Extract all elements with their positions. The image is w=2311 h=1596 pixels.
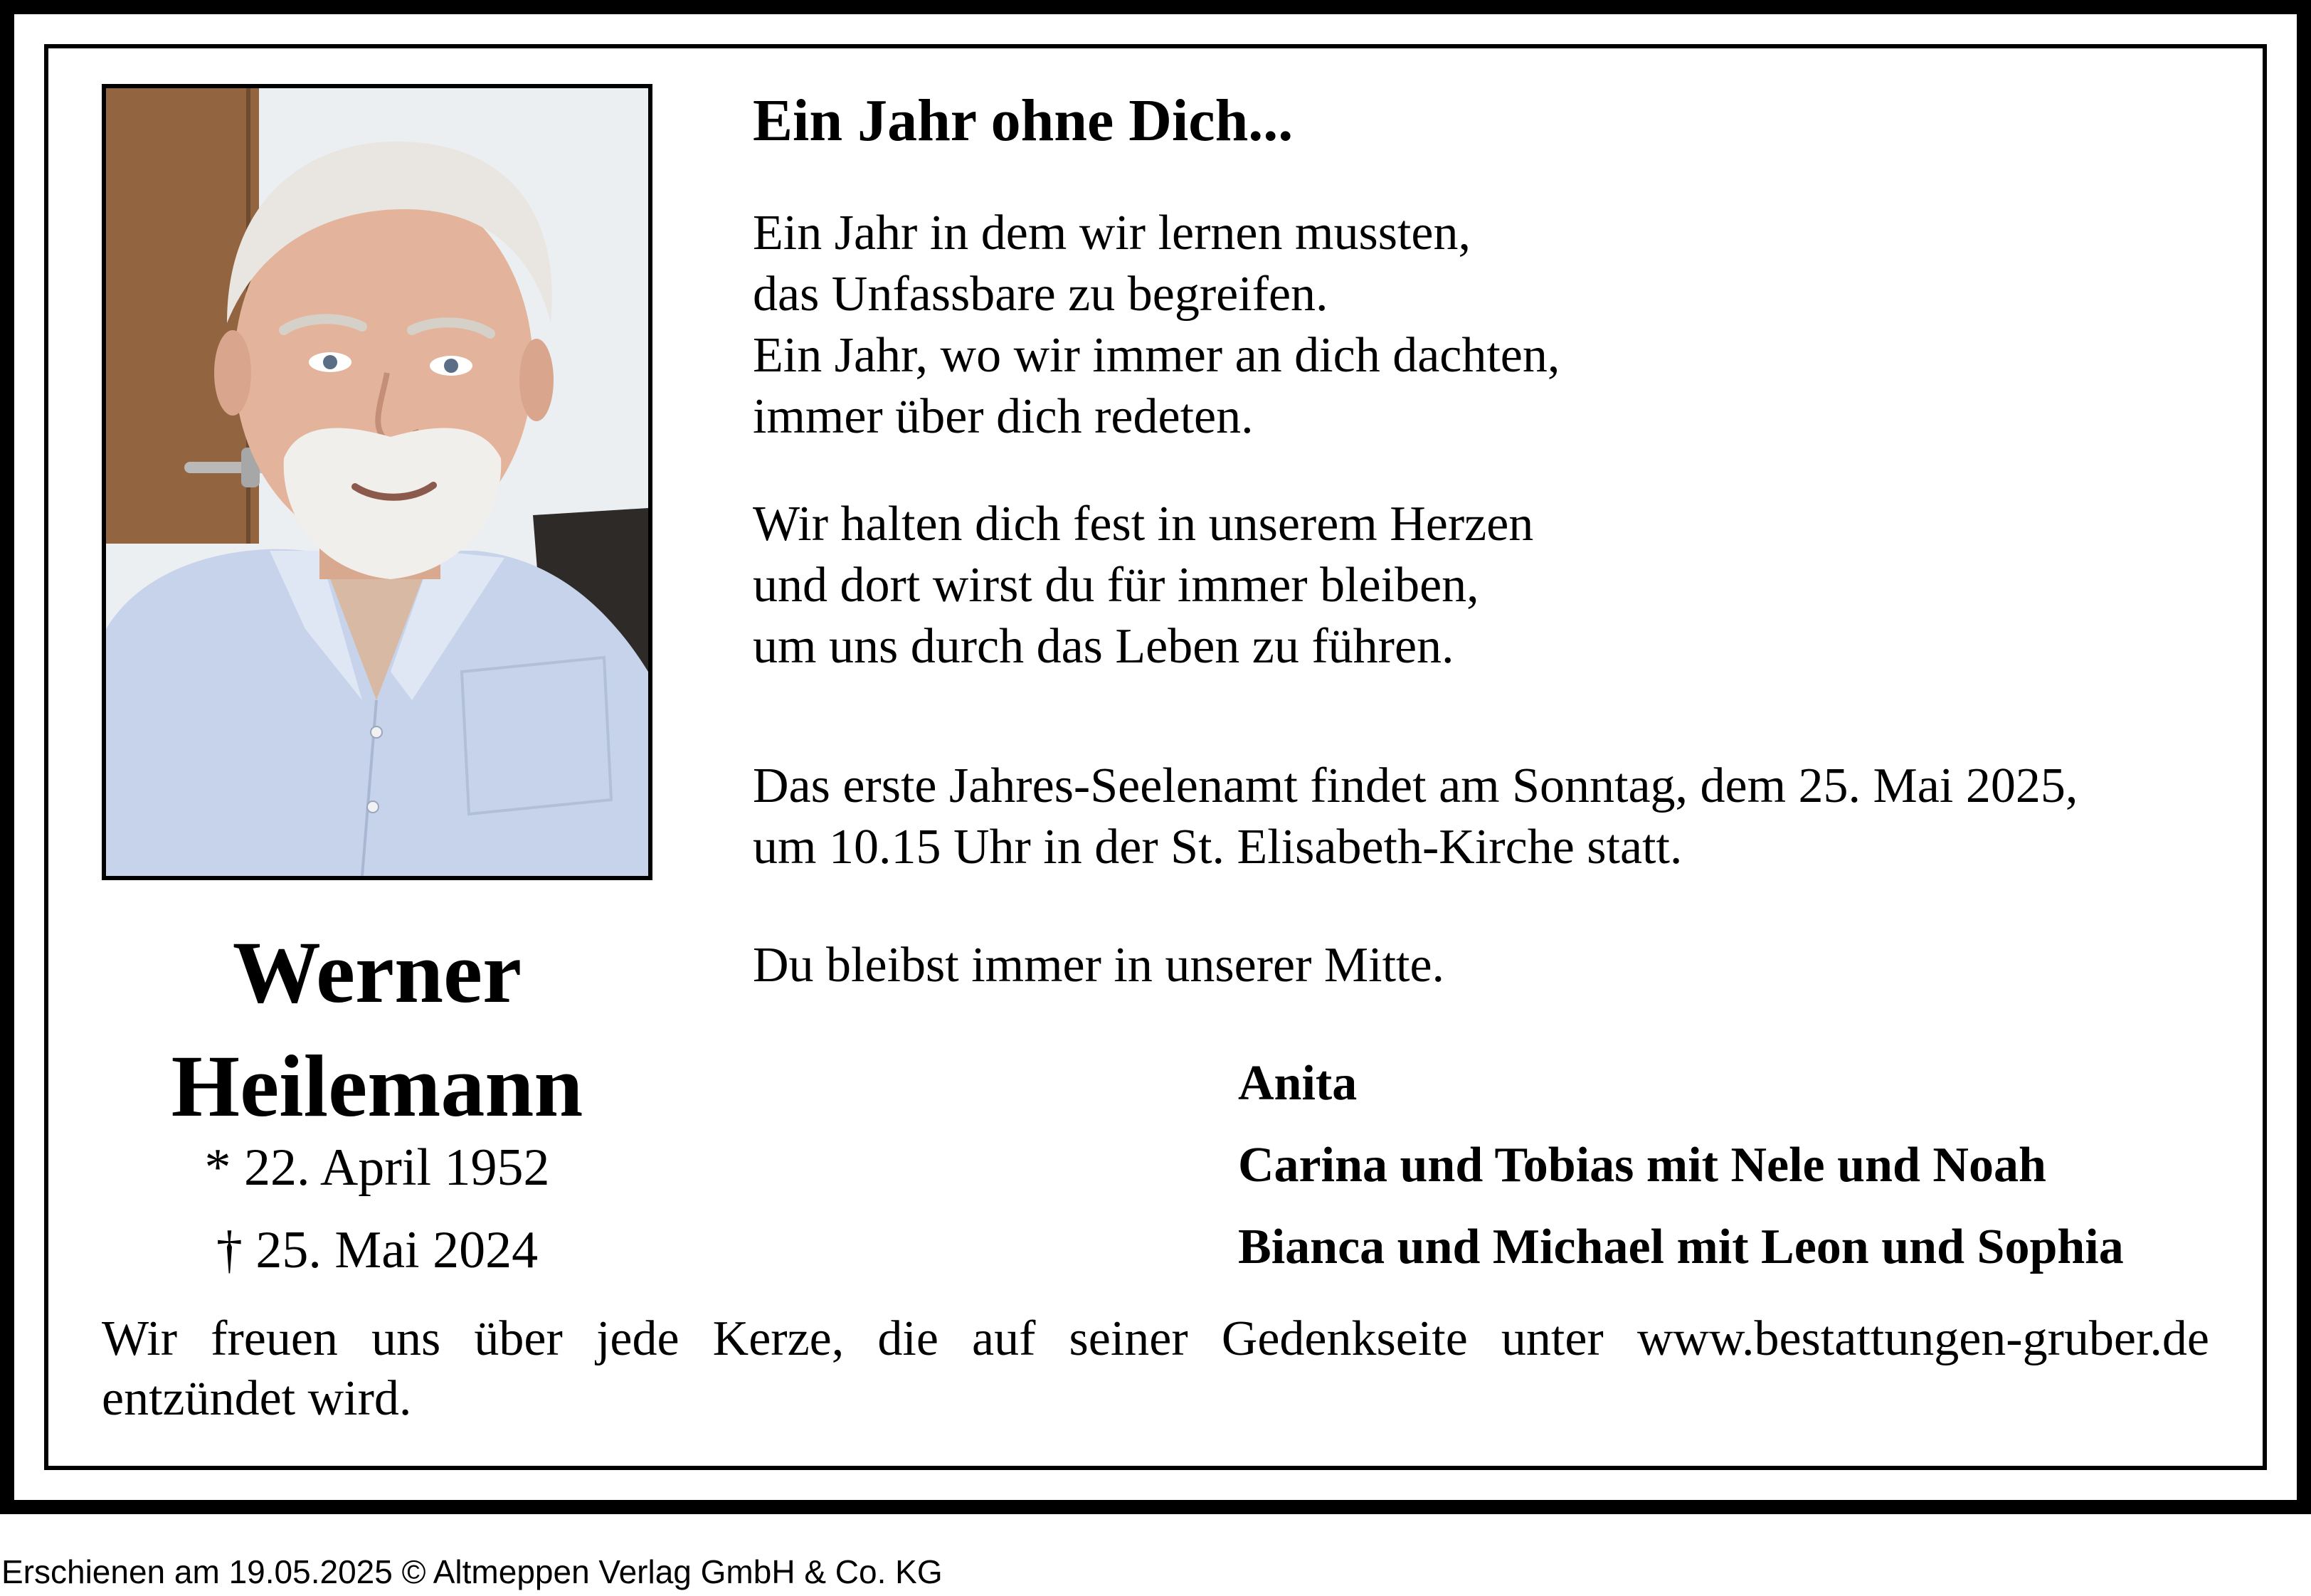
poem-line: und dort wirst du für immer bleiben, — [753, 558, 1479, 613]
portrait-illustration — [106, 88, 648, 876]
candle-note — [102, 1309, 2209, 1429]
closing-line — [753, 935, 1444, 996]
birth-date: * 22. April 1952 — [204, 1138, 550, 1197]
poem-line: um uns durch das Leben zu führen. — [753, 619, 1454, 674]
mourners-signatures — [1238, 1052, 2124, 1297]
service-line: Das erste Jahres-Seelenamt findet am Sonntag, dem 25. Mai 2025, — [753, 759, 2078, 813]
mourner-name: Bianca und Michael mit Leon und Sophia — [1238, 1220, 2124, 1274]
candle-note-line: Wir freuen uns über jede Kerze, die auf seiner Gedenkseite unter www.bestattungen-gruber.de — [102, 1311, 2209, 1366]
candle-note-line: entzündet wird. — [102, 1371, 412, 1426]
service-notice — [753, 756, 2078, 878]
poem-line: Ein Jahr, wo wir immer an dich dachten, — [753, 328, 1560, 383]
publication-footer: Erschienen am 19.05.2025 © Altmeppen Verlag GmbH & Co. KG — [1, 1553, 943, 1590]
death-date: † 25. Mai 2024 — [216, 1221, 539, 1279]
poem-line: Wir halten dich fest in unserem Herzen — [753, 497, 1534, 551]
poem-line: das Unfassbare zu begreifen. — [753, 267, 1328, 322]
poem-line: immer über dich redeten. — [753, 389, 1254, 444]
mourner-name: Carina und Tobias mit Nele und Noah — [1238, 1138, 2046, 1193]
portrait-photo — [102, 84, 652, 880]
closing-text: Du bleibst immer in unserer Mitte. — [753, 938, 1445, 993]
poem-line: Ein Jahr in dem wir lernen mussten, — [753, 206, 1471, 260]
deceased-first-name: Werner — [232, 924, 522, 1021]
memorial-heading: Ein Jahr ohne Dich... — [753, 88, 1294, 154]
poem-stanza-2 — [753, 494, 1533, 677]
mourner-name: Anita — [1238, 1056, 1358, 1111]
poem-stanza-1 — [753, 203, 1560, 448]
service-line: um 10.15 Uhr in der St. Elisabeth-Kirche statt. — [753, 820, 1683, 874]
deceased-last-name: Heilemann — [171, 1037, 583, 1135]
